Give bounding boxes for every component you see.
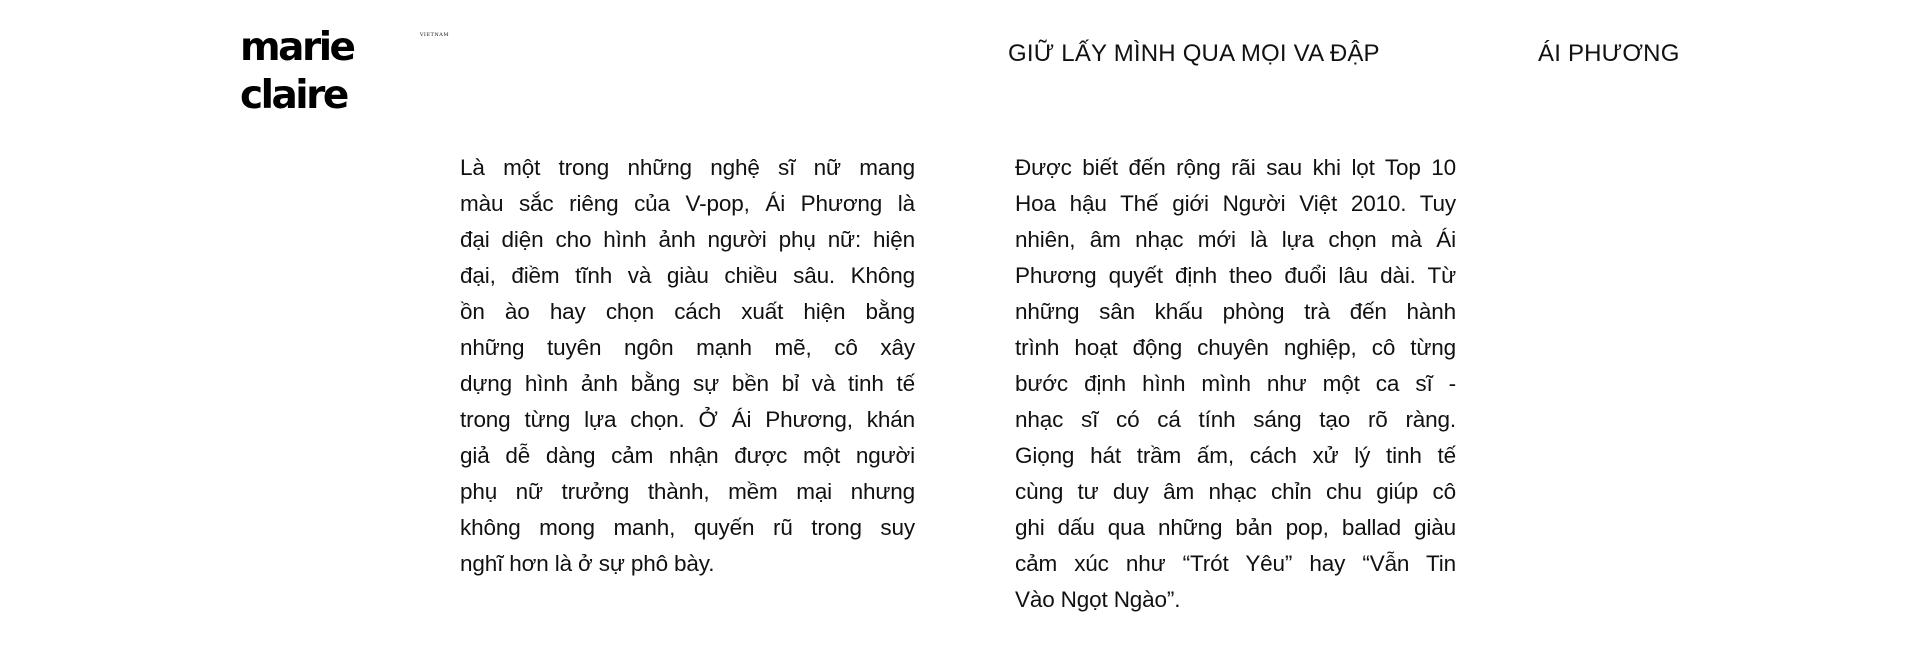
paragraph-line: ghi dấu qua những bản pop, ballad giàu [1015,515,1456,540]
logo-text: marie claire [240,25,354,118]
paragraph-line: trình hoạt động chuyên nghiệp, cô từng [1015,335,1456,360]
paragraph-line: phụ nữ trưởng thành, mềm mại nhưng [460,479,915,504]
paragraph-line: ồn ào hay chọn cách xuất hiện bằng [460,299,915,324]
paragraph-line: cùng tư duy âm nhạc chỉn chu giúp cô [1015,479,1456,504]
paragraph-line: trong từng lựa chọn. Ở Ái Phương, khán [460,407,915,432]
paragraph-line: nghĩ hơn là ở sự phô bày. [460,551,715,576]
paragraph-line: Là một trong những nghệ sĩ nữ mang [460,155,915,180]
paragraph-line: nhạc sĩ có cá tính sáng tạo rõ ràng. [1015,407,1456,432]
paragraph-line: đại, điềm tĩnh và giàu chiều sâu. Không [460,263,915,288]
nav-article-title[interactable]: GIỮ LẤY MÌNH QUA MỌI VA ĐẬP [1008,40,1380,67]
article-column-2 [1015,150,1456,618]
paragraph-line: Phương quyết định theo đuổi lâu dài. Từ [1015,263,1456,288]
paragraph-line: bước định hình mình như một ca sĩ - [1015,371,1456,396]
article-column-1 [460,150,915,582]
nav-artist-name[interactable]: ÁI PHƯƠNG [1538,40,1680,67]
paragraph-line: cảm xúc như “Trót Yêu” hay “Vẫn Tin [1015,551,1456,576]
paragraph-line: nhiên, âm nhạc mới là lựa chọn mà Ái [1015,227,1456,252]
paragraph-line: màu sắc riêng của V-pop, Ái Phương là [460,191,915,216]
paragraph-line: Được biết đến rộng rãi sau khi lọt Top 10 [1015,155,1456,180]
paragraph-line: những tuyên ngôn mạnh mẽ, cô xây [460,335,915,360]
paragraph-line: không mong manh, quyến rũ trong suy [460,515,915,540]
marie-claire-logo[interactable] [240,24,455,118]
logo-sub: VIETNAM [419,32,449,38]
paragraph-line: Giọng hát trầm ấm, cách xử lý tinh tế [1015,443,1456,468]
paragraph-line: những sân khấu phòng trà đến hành [1015,299,1456,324]
paragraph-line: đại diện cho hình ảnh người phụ nữ: hiện [460,227,915,252]
paragraph-line: Hoa hậu Thế giới Người Việt 2010. Tuy [1015,191,1456,216]
paragraph-line: dựng hình ảnh bằng sự bền bỉ và tinh tế [460,371,915,396]
paragraph-line: Vào Ngọt Ngào”. [1015,587,1181,612]
paragraph-line: giả dễ dàng cảm nhận được một người [460,443,915,468]
